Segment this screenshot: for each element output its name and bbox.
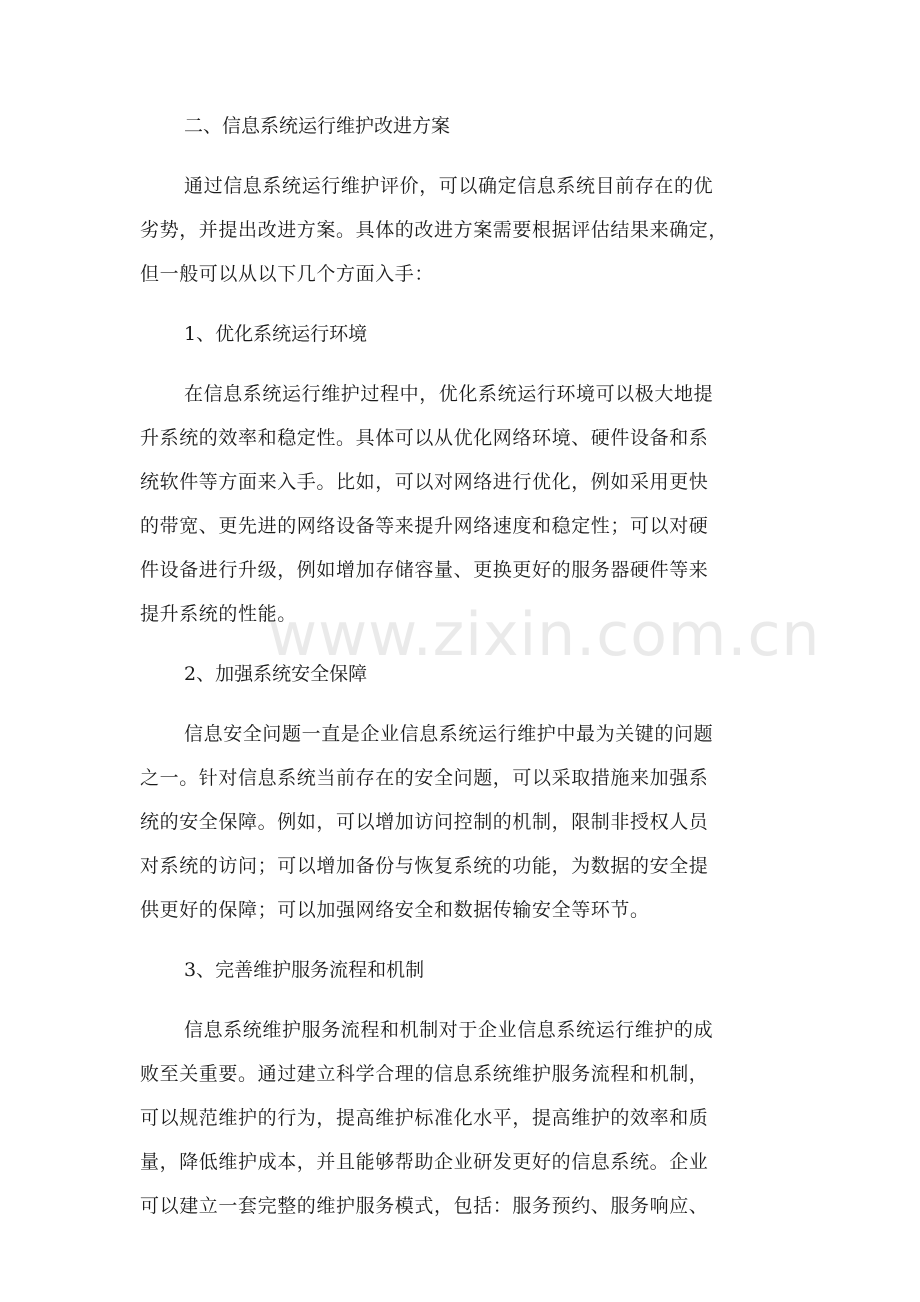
paragraph-line: 在信息系统运行维护过程中，优化系统运行环境可以极大地提 [184, 383, 714, 405]
document-body [140, 104, 780, 1244]
section-heading: 1、优化系统运行环境 [184, 323, 368, 345]
paragraph [140, 372, 780, 636]
paragraph-line: 可以建立一套完整的维护服务模式，包括：服务预约、服务响应、 [140, 1195, 709, 1217]
paragraph-line: 提升系统的性能。 [140, 603, 297, 625]
paragraph [140, 712, 780, 932]
paragraph-line: 败至关重要。通过建立科学合理的信息系统维护服务流程和机制， [140, 1063, 709, 1085]
paragraph-line: 可以规范维护的行为，提高维护标准化水平，提高维护的效率和质 [140, 1107, 709, 1129]
paragraph-line: 件设备进行升级，例如增加存储容量、更换更好的服务器硬件等来 [140, 559, 709, 581]
paragraph [140, 164, 780, 296]
section-heading: 二、信息系统运行维护改进方案 [184, 115, 451, 137]
paragraph-line: 统的安全保障。例如，可以增加访问控制的机制，限制非授权人员 [140, 811, 709, 833]
paragraph-line: 信息安全问题一直是企业信息系统运行维护中最为关键的问题 [184, 723, 714, 745]
paragraph-line: 升系统的效率和稳定性。具体可以从优化网络环境、硬件设备和系 [140, 427, 709, 449]
section-heading: 2、加强系统安全保障 [184, 663, 368, 685]
watermark: www.zixin.com.cn [268, 600, 821, 670]
paragraph-line: 劣势，并提出改进方案。具体的改进方案需要根据评估结果来确定， [140, 219, 729, 241]
paragraph-line: 之一。针对信息系统当前存在的安全问题，可以采取措施来加强系 [140, 767, 709, 789]
paragraph-line: 对系统的访问；可以增加备份与恢复系统的功能，为数据的安全提 [140, 855, 709, 877]
paragraph-line: 但一般可以从以下几个方面入手： [140, 263, 435, 285]
paragraph-line: 量，降低维护成本，并且能够帮助企业研发更好的信息系统。企业 [140, 1151, 709, 1173]
paragraph-line: 统软件等方面来入手。比如，可以对网络进行优化，例如采用更快 [140, 471, 709, 493]
section-heading: 3、完善维护服务流程和机制 [184, 959, 425, 981]
paragraph-line: 供更好的保障；可以加强网络安全和数据传输安全等环节。 [140, 899, 650, 921]
paragraph-line: 信息系统维护服务流程和机制对于企业信息系统运行维护的成 [184, 1019, 714, 1041]
paragraph-line: 通过信息系统运行维护评价，可以确定信息系统目前存在的优 [184, 175, 714, 197]
paragraph [140, 1008, 780, 1228]
paragraph-line: 的带宽、更先进的网络设备等来提升网络速度和稳定性；可以对硬 [140, 515, 709, 537]
